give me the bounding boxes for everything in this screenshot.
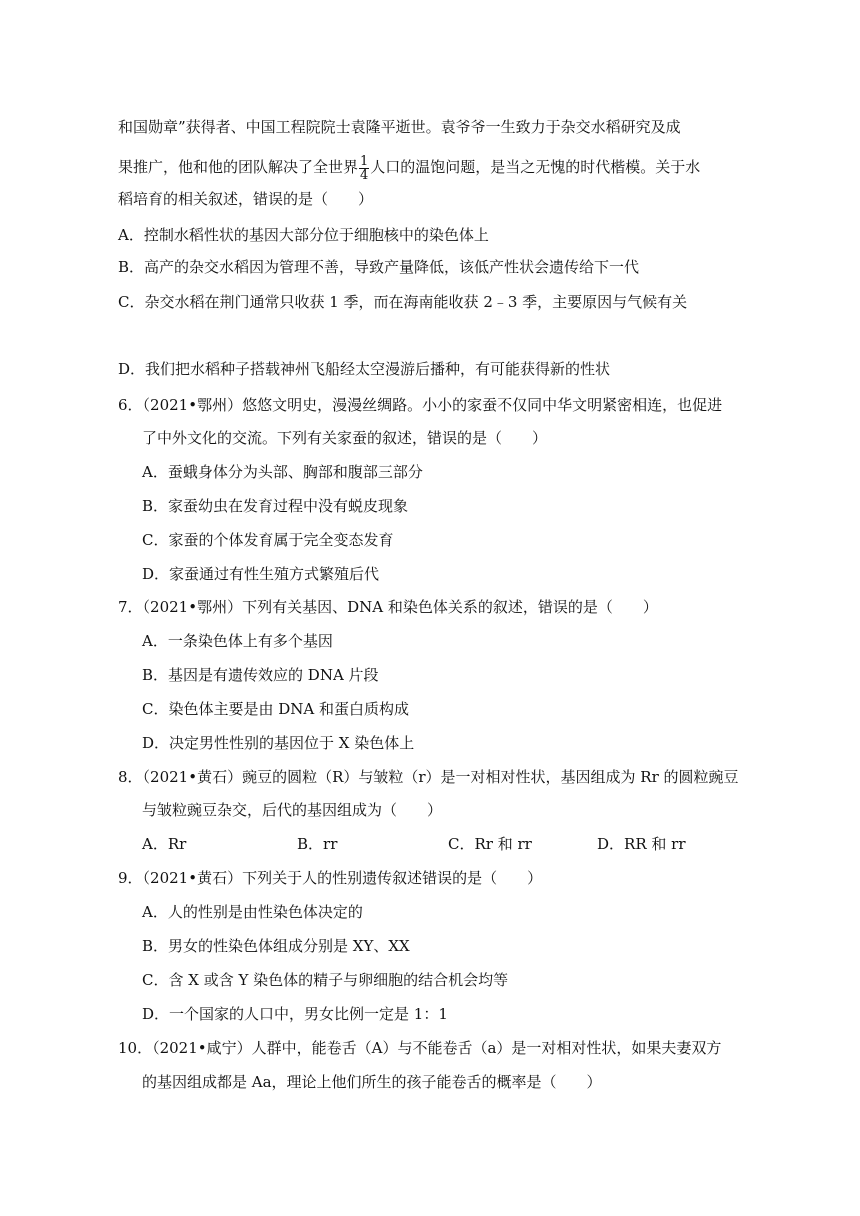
q9-option-b[interactable]: B．男女的性染色体组成分别是 XY、XX [142, 937, 410, 955]
q7-option-b[interactable]: B．基因是有遗传效应的 DNA 片段 [142, 666, 379, 684]
q7-option-d[interactable]: D．决定男性性别的基因位于 X 染色体上 [142, 734, 415, 752]
q9-option-c[interactable]: C．含 X 或含 Y 染色体的精子与卵细胞的结合机会均等 [142, 971, 509, 989]
q6-stem-line-1: 6．（2021•鄂州）悠悠文明史，漫漫丝绸路。小小的家蚕不仅同中华文明紧密相连，也促进 [118, 396, 723, 414]
q5-stem-line-1: 和国勋章”获得者、中国工程院院士袁隆平逝世。袁爷爷一生致力于杂交水稻研究及成 [118, 118, 681, 136]
q6-option-d[interactable]: D．家蚕通过有性生殖方式繁殖后代 [142, 565, 380, 583]
q8-option-c[interactable]: C．Rr 和 rr [448, 835, 532, 853]
q8-stem-line-2: 与皱粒豌豆杂交，后代的基因组成为（ ） [142, 801, 443, 819]
q8-options-row [0, 834, 860, 854]
q5-option-b[interactable]: B．高产的杂交水稻因为管理不善，导致产量降低，该低产性状会遗传给下一代 [118, 258, 640, 276]
q9-stem-line-1: 9．（2021•黄石）下列关于人的性别遗传叙述错误的是（ ） [118, 869, 543, 887]
q5-option-a[interactable]: A．控制水稻性状的基因大部分位于细胞核中的染色体上 [118, 226, 489, 244]
q8-option-d[interactable]: D．RR 和 rr [597, 835, 686, 853]
q5-option-c[interactable]: C．杂交水稻在荆门通常只收获 1 季，而在海南能收获 2﹣3 季，主要原因与气候有关 [118, 293, 688, 311]
q10-stem-line-1: 10．（2021•咸宁）人群中，能卷舌（A）与不能卷舌（a）是一对相对性状，如果夫妻双方 [118, 1039, 722, 1057]
q6-option-c[interactable]: C．家蚕的个体发育属于完全变态发育 [142, 531, 394, 549]
q7-stem-line-1: 7．（2021•鄂州）下列有关基因、DNA 和染色体关系的叙述，错误的是（ ） [118, 598, 658, 616]
q6-stem-line-2: 了中外文化的交流。下列有关家蚕的叙述，错误的是（ ） [142, 429, 548, 447]
q5-stem-line-3: 稻培育的相关叙述，错误的是（ ） [118, 190, 374, 208]
fraction-numerator: 1 [360, 153, 369, 169]
q7-option-a[interactable]: A．一条染色体上有多个基因 [142, 632, 333, 650]
q5-stem-text-b: 人口的温饱问题，是当之无愧的时代楷模。关于水 [370, 158, 701, 176]
q5-stem-line-2 [118, 153, 700, 182]
q9-option-d[interactable]: D．一个国家的人口中，男女比例一定是 1：1 [142, 1005, 448, 1023]
fraction-denominator: 4 [360, 167, 369, 183]
fraction-one-quarter [359, 155, 369, 182]
q7-option-c[interactable]: C．染色体主要是由 DNA 和蛋白质构成 [142, 700, 409, 718]
q5-option-d[interactable]: D．我们把水稻种子搭载神州飞船经太空漫游后播种，有可能获得新的性状 [118, 360, 611, 378]
q8-option-a[interactable]: A．Rr [142, 835, 187, 853]
q6-option-b[interactable]: B．家蚕幼虫在发育过程中没有蜕皮现象 [142, 497, 409, 515]
q8-stem-line-1: 8．（2021•黄石）豌豆的圆粒（R）与皱粒（r）是一对相对性状，基因组成为 Rr 的圆粒豌豆 [118, 768, 739, 786]
q9-option-a[interactable]: A．人的性别是由性染色体决定的 [142, 903, 363, 921]
q10-stem-line-2: 的基因组成都是 Aa，理论上他们所生的孩子能卷舌的概率是（ ） [142, 1073, 602, 1091]
q6-option-a[interactable]: A．蚕蛾身体分为头部、胸部和腹部三部分 [142, 463, 423, 481]
q5-stem-text-a: 果推广，他和他的团队解决了全世界 [118, 158, 359, 176]
q8-option-b[interactable]: B．rr [297, 835, 338, 853]
